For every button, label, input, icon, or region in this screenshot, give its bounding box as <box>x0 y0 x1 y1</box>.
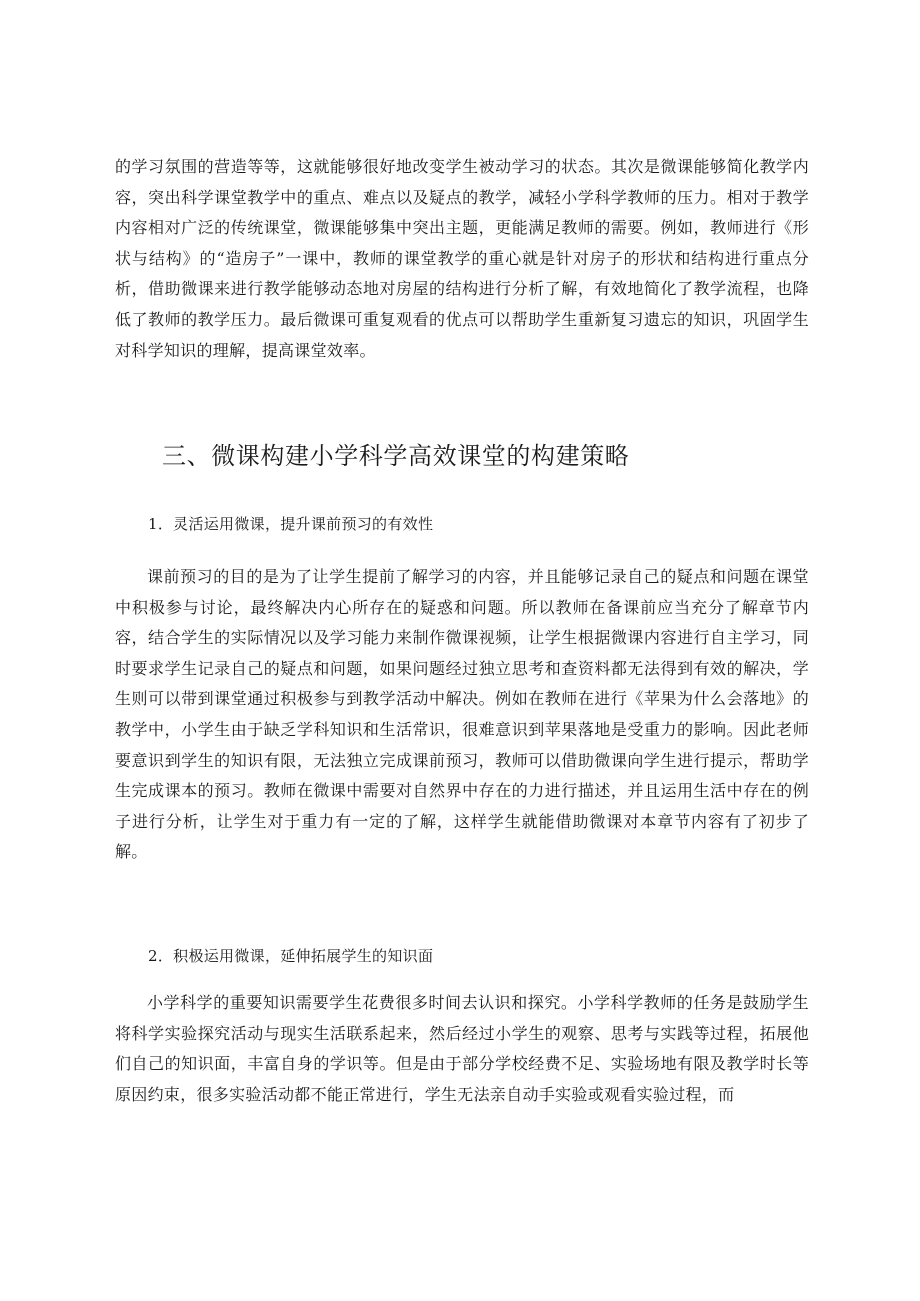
paragraph-block-2 <box>115 562 809 868</box>
section-heading-3: 三、微课构建小学科学高效课堂的构建策略 <box>162 442 630 470</box>
sub-heading-1: 1．灵活运用微课，提升课前预习的有效性 <box>148 515 434 533</box>
paragraph-2: 课前预习的目的是为了让学生提前了解学习的内容，并且能够记录自己的疑点和问题在课堂中积极参与讨论，最终解决内心所存在的疑惑和问题。所以教师在备课前应当充分了解章节内容，结合学生的实际情况以及学习能力来制作微课视频，让学生根据微课内容进行自主学习，同时要求学生记录自己的疑点和问题，如果问题经过独立思考和查资料都无法得到有效的解决，学生则可以带到课堂通过积极参与到教学活动中解决。例如在教师在进行《苹果为什么会落地》的教学中，小学生由于缺乏学科知识和生活常识，很难意识到苹果落地是受重力的影响。因此老师要意识到学生的知识有限，无法独立完成课前预习，教师可以借助微课向学生进行提示，帮助学生完成课本的预习。教师在微课中需要对自然界中存在的力进行描述，并且运用生活中存在的例子进行分析，让学生对于重力有一定的了解，这样学生就能借助微课对本章节内容有了初步了解。 <box>115 567 809 862</box>
paragraph-3: 小学科学的重要知识需要学生花费很多时间去认识和探究。小学科学教师的任务是鼓励学生将科学实验探究活动与现实生活联系起来，然后经过小学生的观察、思考与实践等过程，拓展他们自己的知识面，丰富自身的学识等。但是由于部分学校经费不足、实验场地有限及教学时长等原因约束，很多实验活动都不能正常进行，学生无法亲自动手实验或观看实验过程，而 <box>115 993 809 1104</box>
paragraph-block-1 <box>115 152 809 366</box>
paragraph-block-3 <box>115 988 809 1110</box>
sub-heading-2: 2．积极运用微课，延伸拓展学生的知识面 <box>148 947 434 965</box>
paragraph-1: 的学习氛围的营造等等，这就能够很好地改变学生被动学习的状态。其次是微课能够简化教学内容，突出科学课堂教学中的重点、难点以及疑点的教学，减轻小学科学教师的压力。相对于教学内容相对广泛的传统课堂，微课能够集中突出主题，更能满足教师的需要。例如，教师进行《形状与结构》的“造房子”一课中，教师的课堂教学的重心就是针对房子的形状和结构进行重点分析，借助微课来进行教学能够动态地对房屋的结构进行分析了解，有效地简化了教学流程，也降低了教师的教学压力。最后微课可重复观看的优点可以帮助学生重新复习遗忘的知识，巩固学生对科学知识的理解，提高课堂效率。 <box>115 157 809 360</box>
